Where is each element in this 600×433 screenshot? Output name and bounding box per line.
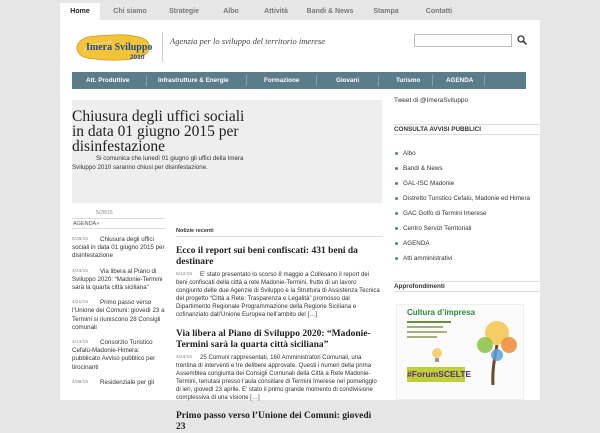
consulta-item[interactable]: Albo: [394, 149, 534, 158]
bullet-icon: [395, 152, 398, 155]
banner-illustration: [397, 305, 525, 401]
bullet-icon: [395, 227, 398, 230]
bullet-icon: [395, 242, 398, 245]
top-nav-albo[interactable]: Albo: [223, 8, 239, 15]
approfondimenti-banner[interactable]: [396, 304, 524, 400]
lightbulb-icon: [432, 348, 442, 362]
agenda-column: [72, 218, 165, 387]
agenda-item[interactable]: 4/09/15 Residenziale per gli: [72, 378, 154, 386]
site-tagline: Agenzia per lo sviluppo del territorio imerese: [170, 36, 326, 46]
main-nav-divider: [432, 75, 433, 86]
top-nav-home[interactable]: Home: [60, 3, 100, 20]
banner-text-lines: [407, 321, 451, 338]
news-post: [176, 329, 382, 403]
logo-line2: 2010: [130, 54, 145, 61]
featured-date: 5/28/15: [96, 210, 113, 216]
news-post: [176, 246, 382, 320]
bullet-icon: [395, 197, 398, 200]
main-nav-divider: [378, 75, 379, 86]
main-nav-divider: [246, 75, 247, 86]
news-post: [176, 411, 382, 433]
logo-separator: [162, 32, 163, 62]
consulta-item[interactable]: Distretto Turistico Cefalù, Madonie ed Himera: [394, 194, 534, 203]
main-nav-att-produttive[interactable]: Att. Produttive: [86, 77, 130, 84]
main-nav-divider: [146, 75, 147, 86]
featured-post: [72, 100, 382, 216]
main-nav-giovani[interactable]: Giovani: [336, 77, 360, 84]
news-heading: Notizie recenti: [176, 226, 382, 237]
top-nav-stampa[interactable]: Stampa: [373, 8, 399, 15]
bullet-icon: [395, 167, 398, 170]
consulta-item[interactable]: Bandi & News: [394, 164, 534, 173]
top-nav-chi-siamo[interactable]: Chi siamo: [113, 8, 147, 15]
consulta-heading: CONSULTA AVVISI PUBBLICI: [394, 124, 540, 135]
top-nav-contatti[interactable]: Contatti: [425, 8, 453, 15]
logo-line1: Imera Sviluppo: [86, 42, 153, 53]
post-title[interactable]: Via libera al Piano di Sviluppo 2020: “Madonie-Termini sarà la quarta città siciliana”: [176, 328, 371, 350]
agenda-item[interactable]: 4/13/15 Consorzio Turistico Cefalù-Madonie-Himera: pubblicato Avviso pubblico per tirocinanti: [72, 339, 156, 371]
main-nav-divider: [316, 75, 317, 86]
post-excerpt: 4/24/15 25 Comuni rappresentati, 160 Amministratori Comunali, una trentina di interventi e tre delibere approvate. Questi i numeri della prima Assemblea congiunta dei Consigli Comunali della Città a Rete Madonie-Termini, tenutasi presso l’aula consiliare di Termini Imerese nel pomeriggio di ieri, giovedì 23 aprile. E’ stato il primo grande momento di condivisione complessiva di una visione […]: [176, 353, 377, 402]
agenda-item[interactable]: 5/28/15 Chiusura degli uffici sociali in data 01 giugno 2015 per disinfestazione: [72, 236, 165, 260]
banner-title: Cultura d’impresa: [407, 308, 476, 317]
forum-tag: #ForumSCELTE: [407, 367, 465, 382]
search-input[interactable]: [414, 34, 512, 47]
consulta-item[interactable]: GAC Golfo di Termini Imerese: [394, 209, 534, 218]
bullet-icon: [395, 182, 398, 185]
main-nav-formazione[interactable]: Formazione: [264, 77, 300, 84]
post-excerpt: 5/12/15 E’ stato presentato lo scorso 8 maggio a Collesano il report dei beni confiscati della città a rete Madonie-Termini, frutto di un lavoro congiunto delle due Agenzie di Sviluppo e la Struttura di Assistenza Tecnica del progetto “Città a Rete: Trasparenza e Legalità” promosso dal Dipartimento Regionale Programmazione della Regione Siciliana e cofinanziato dall’Unione Europea nell’ambito del […]: [176, 271, 380, 319]
page-container: [60, 20, 540, 433]
consulta-item[interactable]: Centro Servizi Territoriali: [394, 224, 534, 233]
featured-title[interactable]: Chiusura degli uffici sociali in data 01 giugno 2015 per disinfestazione: [72, 108, 245, 155]
post-title[interactable]: Ecco il report sui beni confiscati: 431 beni da destinare: [176, 246, 358, 267]
main-nav-turismo[interactable]: Turismo: [396, 77, 421, 84]
consulta-list: [394, 149, 534, 269]
search-icon[interactable]: [516, 34, 528, 46]
main-nav-infrastrutture[interactable]: Infrastrutture & Energie: [158, 77, 229, 84]
consulta-item[interactable]: AGENDA: [394, 239, 534, 248]
tree-icon: [477, 321, 517, 385]
agenda-item[interactable]: 4/24/15 Via libera al Piano di Sviluppo 2020: “Madonie-Termini sarà la quarta città siciliana”: [72, 267, 163, 292]
consulta-item[interactable]: GAL-ISC Madonie: [394, 179, 534, 188]
twitter-link[interactable]: Tweet di @ImeraSviluppo: [394, 97, 469, 104]
post-title[interactable]: Primo passo verso l’Unione dei Comuni: giovedì 23: [176, 411, 372, 433]
top-nav-attivita[interactable]: Attività: [264, 8, 288, 15]
main-nav-agenda[interactable]: AGENDA: [446, 77, 474, 84]
top-nav: [0, 0, 600, 20]
featured-excerpt-text: Si comunica che lunedì 01 giugno gli uffici della Imera Sviluppo 2010 saranno chiusi per disinfestazione.: [72, 155, 244, 171]
consulta-item[interactable]: Atti amministrativi: [394, 254, 534, 263]
news-column: [176, 226, 382, 433]
agenda-heading[interactable]: AGENDA»: [72, 218, 165, 229]
top-nav-strategie[interactable]: Strategie: [169, 8, 199, 15]
approfondimenti-heading: Approfondimenti: [394, 281, 540, 292]
bullet-icon: [395, 212, 398, 215]
main-nav: [72, 72, 526, 89]
bullet-icon: [395, 257, 398, 260]
agenda-item[interactable]: 4/21/15 Primo passo verso l’Unione dei Comuni: giovedì 23 a Termini si riuniscono 28 Consigli comunali: [72, 299, 165, 331]
top-nav-bandi-news[interactable]: Bandi & News: [306, 8, 354, 15]
site-logo[interactable]: [72, 30, 156, 64]
featured-excerpt: [72, 154, 244, 216]
main-nav-divider: [484, 75, 485, 86]
